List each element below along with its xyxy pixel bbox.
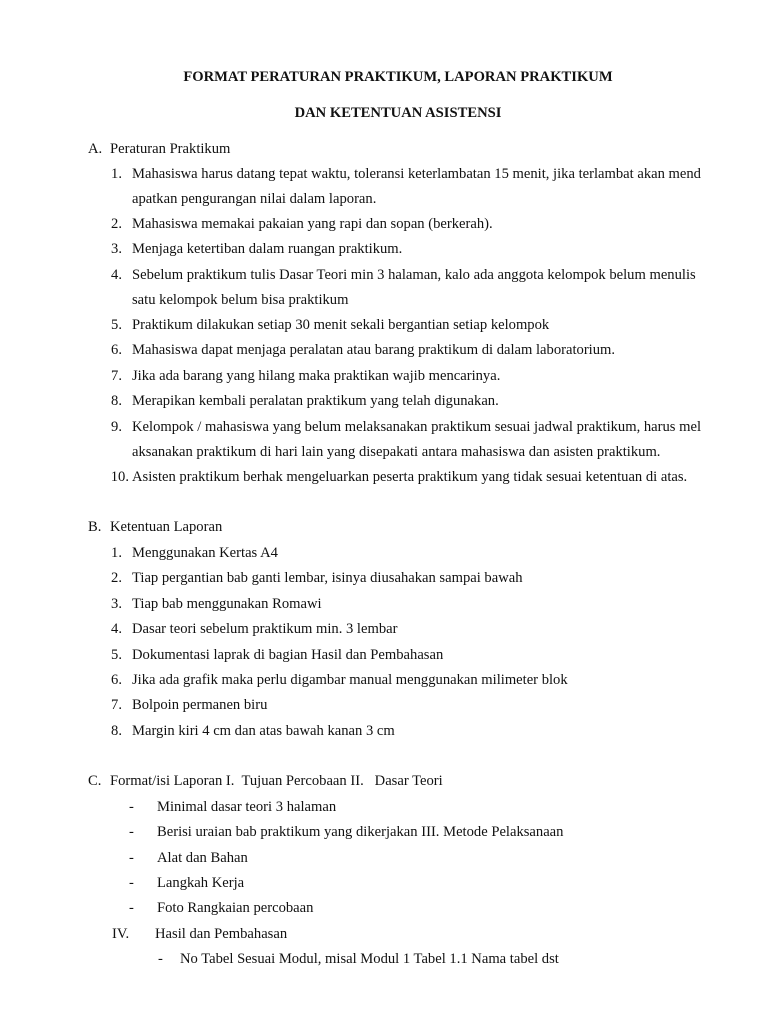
- section-b-item-2-number: 2.: [111, 570, 122, 586]
- section-a-item-3-line-1: Menjaga ketertiban dalam ruangan praktikum.: [132, 241, 403, 257]
- section-b-letter: B.: [88, 519, 102, 535]
- section-a-item-9-line-2: aksanakan praktikum di hari lain yang disepakati antara mahasiswa dan asisten praktikum.: [132, 444, 661, 460]
- section-a-item-5-number: 5.: [111, 317, 122, 333]
- section-a-item-7-line-1: Jika ada barang yang hilang maka praktikan wajib mencarinya.: [132, 368, 501, 384]
- document-title-line-1: FORMAT PERATURAN PRAKTIKUM, LAPORAN PRAKTIKUM: [183, 69, 613, 85]
- section-c-dash-5-marker: -: [129, 900, 134, 916]
- section-c-dash-5-text: Foto Rangkaian percobaan: [157, 900, 314, 916]
- section-b-heading: Ketentuan Laporan: [110, 519, 223, 535]
- section-b-item-4-number: 4.: [111, 621, 122, 637]
- section-b-item-2-text: Tiap pergantian bab ganti lembar, isinya diusahakan sampai bawah: [132, 570, 523, 586]
- section-b-item-1-text: Menggunakan Kertas A4: [132, 545, 278, 561]
- section-a-item-1-line-1: Mahasiswa harus datang tepat waktu, toleransi keterlambatan 15 menit, jika terlambat akan mend: [132, 166, 701, 182]
- section-a-item-6-line-1: Mahasiswa dapat menjaga peralatan atau barang praktikum di dalam laboratorium.: [132, 342, 616, 358]
- section-b-item-1-number: 1.: [111, 545, 122, 561]
- section-a-item-4-number: 4.: [111, 267, 122, 283]
- section-b-item-7-number: 7.: [111, 697, 122, 713]
- section-a-item-9-number: 9.: [111, 419, 122, 435]
- section-c-dash-2-text: Berisi uraian bab praktikum yang dikerjakan III. Metode Pelaksanaan: [157, 824, 564, 840]
- section-b-item-6-number: 6.: [111, 672, 122, 688]
- section-a-item-5-line-1: Praktikum dilakukan setiap 30 menit sekali bergantian setiap kelompok: [132, 317, 550, 333]
- section-c-dash-4-text: Langkah Kerja: [157, 875, 245, 891]
- section-c-dash-3-marker: -: [129, 850, 134, 866]
- section-a-item-3-number: 3.: [111, 241, 122, 257]
- section-b-item-5-text: Dokumentasi laprak di bagian Hasil dan Pembahasan: [132, 647, 444, 663]
- section-a-item-8-line-1: Merapikan kembali peralatan praktikum yang telah digunakan.: [132, 393, 499, 409]
- section-a-item-10-number: 10.: [110, 469, 129, 485]
- section-a-item-6-number: 6.: [111, 342, 122, 358]
- section-b-item-6-text: Jika ada grafik maka perlu digambar manual menggunakan milimeter blok: [132, 672, 568, 688]
- section-c-heading: Format/isi Laporan I. Tujuan Percobaan II. Dasar Teori: [110, 773, 443, 789]
- section-a-item-1-number: 1.: [111, 166, 122, 182]
- section-a-item-10-line-1: Asisten praktikum berhak mengeluarkan peserta praktikum yang tidak sesuai ketentuan di atas.: [132, 469, 688, 485]
- section-b-item-7-text: Bolpoin permanen biru: [132, 697, 268, 713]
- section-c-roman-marker: IV.: [112, 926, 130, 942]
- section-b-item-8-text: Margin kiri 4 cm dan atas bawah kanan 3 cm: [132, 723, 395, 739]
- section-a-item-4-line-1: Sebelum praktikum tulis Dasar Teori min 3 halaman, kalo ada anggota kelompok belum menulis: [132, 267, 696, 283]
- section-c-dash-2-marker: -: [129, 824, 134, 840]
- section-a-item-1-line-2: apatkan pengurangan nilai dalam laporan.: [132, 191, 377, 207]
- section-a-item-2-number: 2.: [111, 216, 122, 232]
- section-b-item-5-number: 5.: [111, 647, 122, 663]
- section-c-dash-1-text: Minimal dasar teori 3 halaman: [157, 799, 337, 815]
- section-c-roman-text: Hasil dan Pembahasan: [155, 926, 288, 942]
- section-c-sub-dash-text: No Tabel Sesuai Modul, misal Modul 1 Tabel 1.1 Nama tabel dst: [180, 951, 559, 967]
- section-c-dash-1-marker: -: [129, 799, 134, 815]
- section-b-item-8-number: 8.: [111, 723, 122, 739]
- section-a-letter: A.: [88, 141, 103, 157]
- section-a-item-4-line-2: satu kelompok belum bisa praktikum: [132, 292, 349, 308]
- section-b-item-3-text: Tiap bab menggunakan Romawi: [132, 596, 322, 612]
- section-b-item-3-number: 3.: [111, 596, 122, 612]
- section-c-sub-dash-marker: -: [158, 951, 163, 967]
- section-c-dash-3-text: Alat dan Bahan: [157, 850, 248, 866]
- section-a-item-7-number: 7.: [111, 368, 122, 384]
- section-b-item-4-text: Dasar teori sebelum praktikum min. 3 lembar: [132, 621, 398, 637]
- section-a-heading: Peraturan Praktikum: [110, 141, 231, 157]
- section-c-letter: C.: [88, 773, 102, 789]
- section-a-item-9-line-1: Kelompok / mahasiswa yang belum melaksanakan praktikum sesuai jadwal praktikum, harus mel: [132, 419, 702, 435]
- section-c-dash-4-marker: -: [129, 875, 134, 891]
- document-title-line-2: DAN KETENTUAN ASISTENSI: [294, 105, 502, 121]
- section-a-item-8-number: 8.: [111, 393, 122, 409]
- section-a-item-2-line-1: Mahasiswa memakai pakaian yang rapi dan sopan (berkerah).: [132, 216, 493, 232]
